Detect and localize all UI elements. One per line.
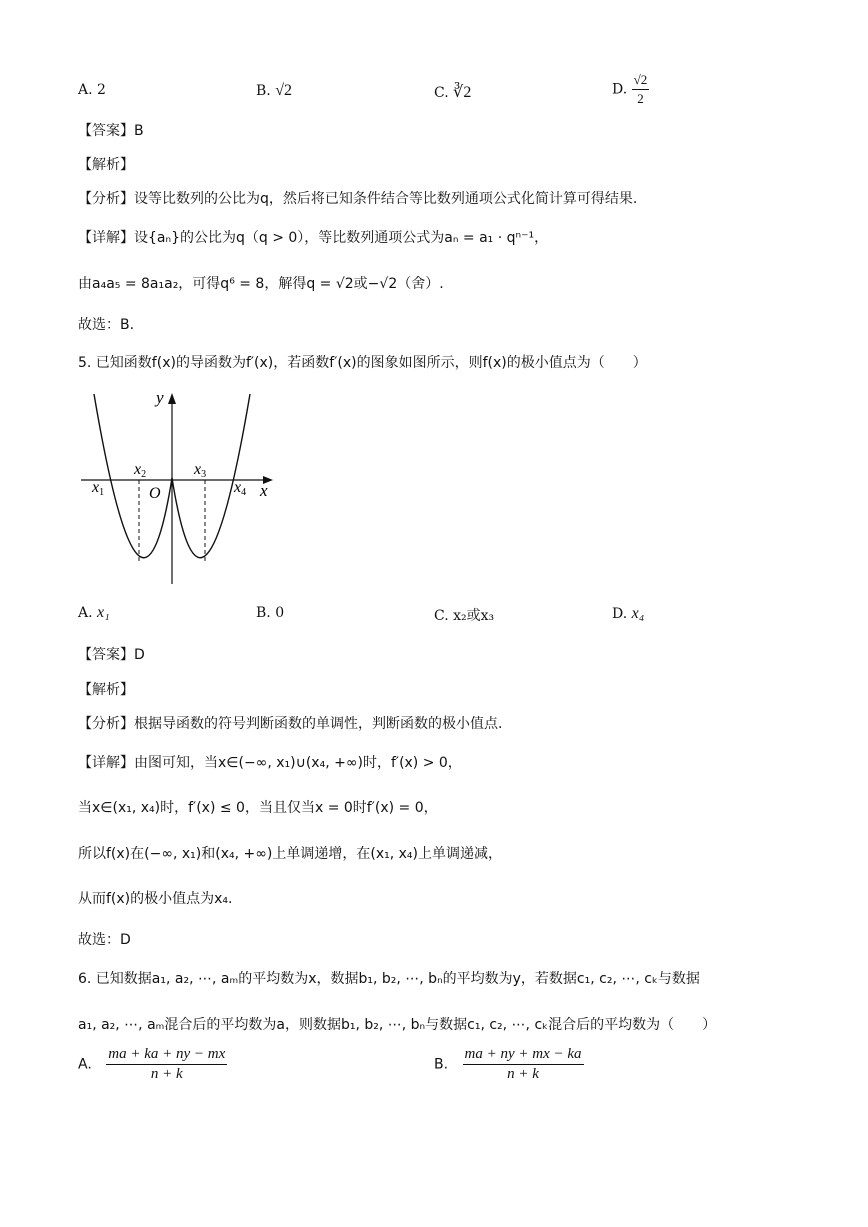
q5-detail-line1: 【详解】由图可知，当x∈(−∞, x₁)∪(x₄, +∞)时，f′(x) > 0， <box>78 755 462 771</box>
q6-stem-line1: 6. 已知数据a₁, a₂, ⋯, aₘ的平均数为x，数据b₁, b₂, ⋯, bₙ的平均数为y，若数据c₁, c₂, ⋯, cₖ与数据 <box>78 971 700 987</box>
q6-option-b-denominator: n + k <box>507 1066 539 1082</box>
left-curve <box>94 394 172 558</box>
q6-option-a[interactable]: A. $\frac{ma + ka + ny - mx}{n + k}$ <box>78 1046 226 1082</box>
q6-option-b[interactable]: B. $\frac{ma + ny + mx - ka}{n + k}$ <box>434 1046 582 1082</box>
x4-label: x4 <box>234 479 247 498</box>
q5-answer: 【答案】D <box>78 647 145 663</box>
q6-stem-line2: a₁, a₂, ⋯, aₘ混合后的平均数为a，则数据b₁, b₂, ⋯, bₙ与数据c₁, c₂, ⋯, cₖ混合后的平均数为（ ） <box>78 1017 717 1033</box>
q4-detail-line2: 由a₄a₅ = 8a₁a₂，可得q⁶ = 8，解得q = √2或−√2（舍）. <box>78 276 444 292</box>
q5-option-a[interactable]: A. x₁ <box>78 604 110 621</box>
q4-option-d[interactable]: D. $\frac{√2}{2}$ <box>612 72 648 106</box>
q4-option-c[interactable]: C. ∛2 <box>434 84 472 101</box>
q5-option-b[interactable]: B. 0 <box>256 605 285 621</box>
q5-option-d[interactable]: D. x₄ <box>612 605 645 622</box>
q6-option-b-numerator: ma + ny + mx − ka <box>463 1046 584 1065</box>
q5-derivative-graph <box>78 388 283 588</box>
y-axis-arrow <box>168 393 176 404</box>
q4-choose: 故选：B. <box>78 317 135 333</box>
q5-detail-line3: 所以f(x)在(−∞, x₁)和(x₄, +∞)上单调递增，在(x₁, x₄)上单调递减， <box>78 846 502 862</box>
x3-label: x3 <box>194 461 207 480</box>
q5-stem: 5. 已知函数f(x)的导函数为f′(x)，若函数f′(x)的图象如图所示，则f(x)的极小值点为（ ） <box>78 355 647 371</box>
q4-option-b[interactable]: B. √2 <box>256 82 292 99</box>
x1-label: x1 <box>92 479 105 498</box>
q4-analysis-heading: 【解析】 <box>78 157 134 173</box>
q5-option-c[interactable]: C. x₂或x₃ <box>434 608 495 624</box>
q5-analysis-heading: 【解析】 <box>78 682 134 698</box>
y-axis-label: y <box>156 388 164 407</box>
q4-detail-line1: 【详解】设{aₙ}的公比为q（q > 0），等比数列通项公式为aₙ = a₁ · qⁿ⁻¹， <box>78 230 549 246</box>
q6-option-a-numerator: ma + ka + ny − mx <box>106 1046 227 1065</box>
q4-option-a[interactable]: A. 2 <box>78 82 106 98</box>
q5-detail-line2: 当x∈(x₁, x₄)时，f′(x) ≤ 0，当且仅当x = 0时f′(x) = 0， <box>78 800 438 816</box>
q5-fenxi: 【分析】根据导函数的符号判断函数的单调性，判断函数的极小值点. <box>78 716 503 732</box>
q5-detail-line4: 从而f(x)的极小值点为x₄. <box>78 891 233 907</box>
q4-answer: 【答案】B <box>78 123 144 139</box>
x-axis-label: x <box>260 481 268 500</box>
right-curve <box>172 394 250 558</box>
x2-label: x2 <box>134 461 147 480</box>
q4-fenxi: 【分析】设等比数列的公比为q，然后将已知条件结合等比数列通项公式化简计算可得结果. <box>78 191 638 207</box>
origin-label: O <box>149 485 161 502</box>
q6-option-a-denominator: n + k <box>150 1066 183 1082</box>
q5-choose: 故选：D <box>78 932 131 948</box>
